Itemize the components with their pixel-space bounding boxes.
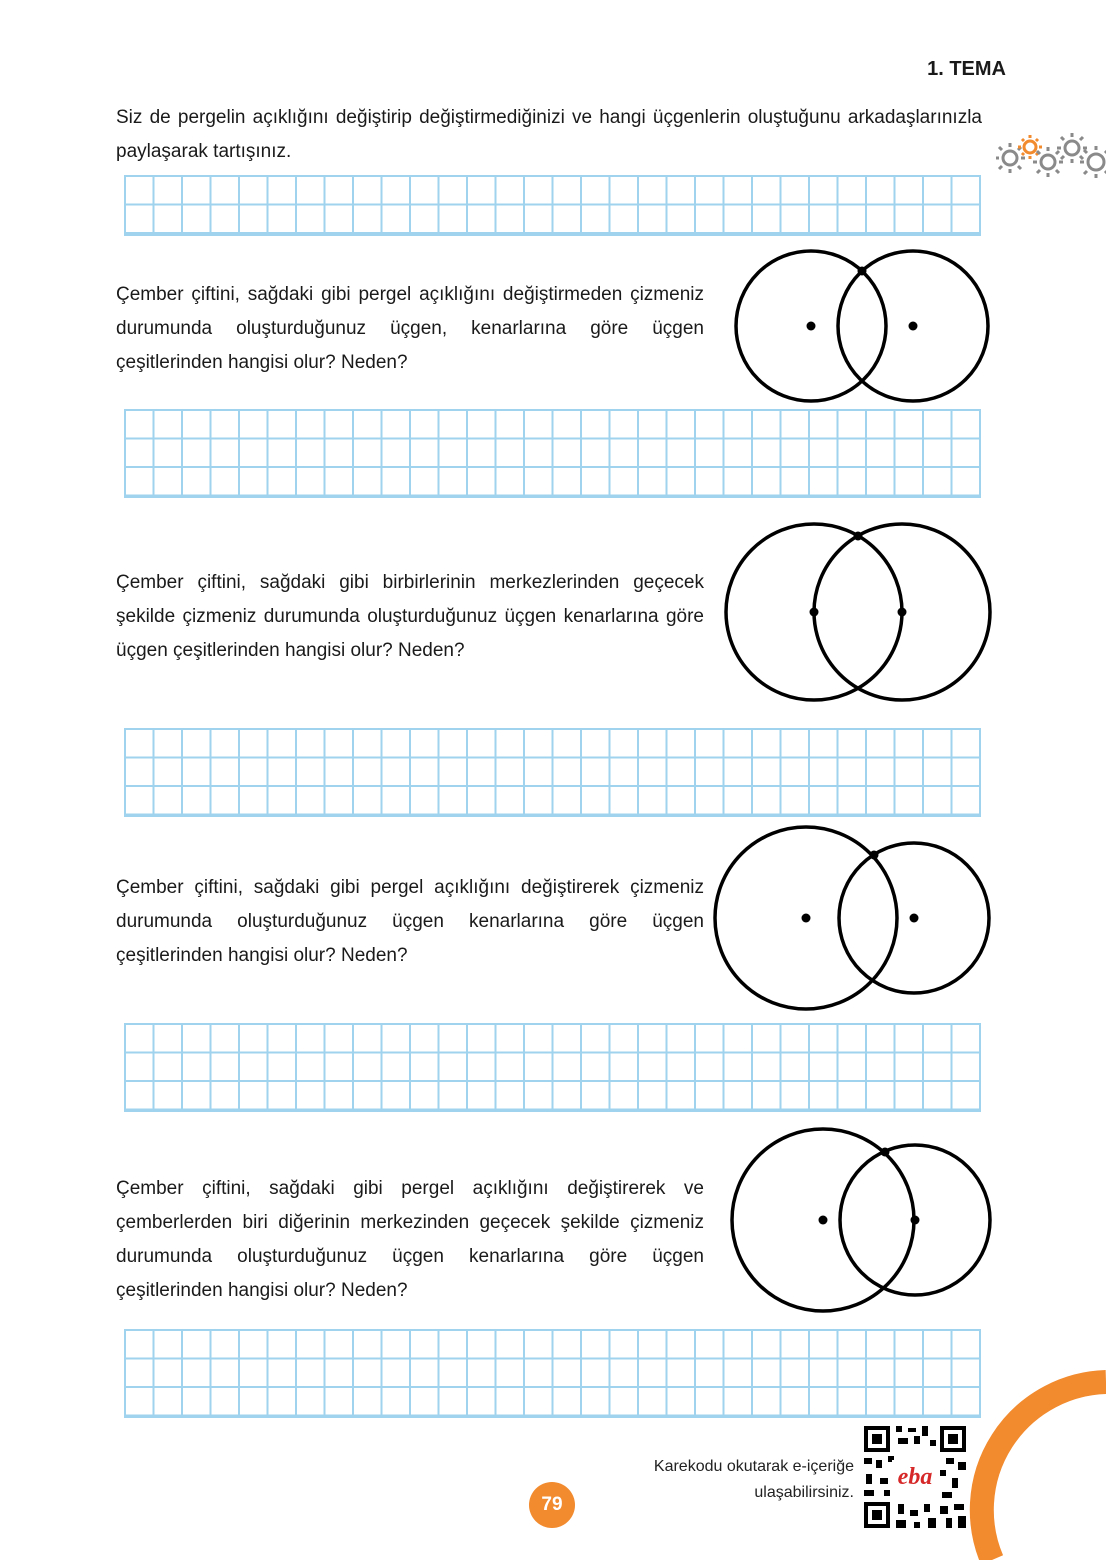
center-point-right xyxy=(911,1216,920,1225)
qr-caption-line-1: Karekodu okutarak e-içeriğe xyxy=(653,1458,854,1475)
center-point-left xyxy=(810,608,819,617)
theme-label: 1. TEMA xyxy=(927,58,1006,80)
circle-pair-figure-3 xyxy=(710,822,1000,1017)
circle-pair-figure-1 xyxy=(730,248,1000,408)
page-number: 79 xyxy=(529,1482,575,1528)
intersection-point xyxy=(858,267,867,276)
gears-icon xyxy=(996,128,1106,188)
decorative-arc xyxy=(960,1370,1106,1560)
eba-logo-icon: eba xyxy=(897,1464,933,1490)
question-3-text: Çember çiftini, sağdaki gibi pergel açıklığını değiştirerek çizmeniz durumunda oluşturduğunuz üçgen kenarlarına göre üçgen çeşitlerinden hangisi olur? Neden? xyxy=(116,877,704,966)
center-point-left xyxy=(819,1216,828,1225)
intersection-point xyxy=(854,532,863,541)
center-point-left xyxy=(802,914,811,923)
center-point-right xyxy=(910,914,919,923)
answer-grid-5[interactable] xyxy=(124,1329,981,1418)
center-point-left xyxy=(807,322,816,331)
qr-caption xyxy=(654,1454,854,1506)
qr-caption-line-2: ulaşabilirsiniz. xyxy=(754,1484,854,1501)
question-4-text: Çember çiftini, sağdaki gibi pergel açıklığını değiştirerek ve çemberlerden biri diğerinin merkezinden geçecek şekilde çizmeniz durumunda oluşturduğunuz üçgen kenarlarına göre üçgen çeşitlerinden hangisi olur? Neden? xyxy=(116,1178,704,1301)
center-point-right xyxy=(909,322,918,331)
center-point-right xyxy=(898,608,907,617)
intro-text: Siz de pergelin açıklığını değiştirip değiştirmediğinizi ve hangi üçgenlerin oluştuğunu arkadaşlarınızla paylaşarak tartışınız. xyxy=(116,107,982,162)
answer-grid-2[interactable] xyxy=(124,409,981,498)
intersection-point xyxy=(881,1148,890,1157)
question-1-text: Çember çiftini, sağdaki gibi pergel açıklığını değiştirmeden çizmeniz durumunda oluşturduğunuz üçgen, kenarlarına göre üçgen çeşitlerinden hangisi olur? Neden? xyxy=(116,284,704,373)
circle-pair-figure-2 xyxy=(720,520,1000,705)
answer-grid-3[interactable] xyxy=(124,728,981,817)
circle-pair-figure-4 xyxy=(725,1122,995,1312)
question-2-text: Çember çiftini, sağdaki gibi birbirlerinin merkezlerinden geçecek şekilde çizmeniz durumunda oluşturduğunuz üçgen kenarlarına göre üçgen çeşitlerinden hangisi olur? Neden? xyxy=(116,572,704,661)
qr-code-icon[interactable] xyxy=(862,1424,968,1530)
intersection-point xyxy=(870,851,879,860)
answer-grid-1[interactable] xyxy=(124,175,981,236)
answer-grid-4[interactable] xyxy=(124,1023,981,1112)
